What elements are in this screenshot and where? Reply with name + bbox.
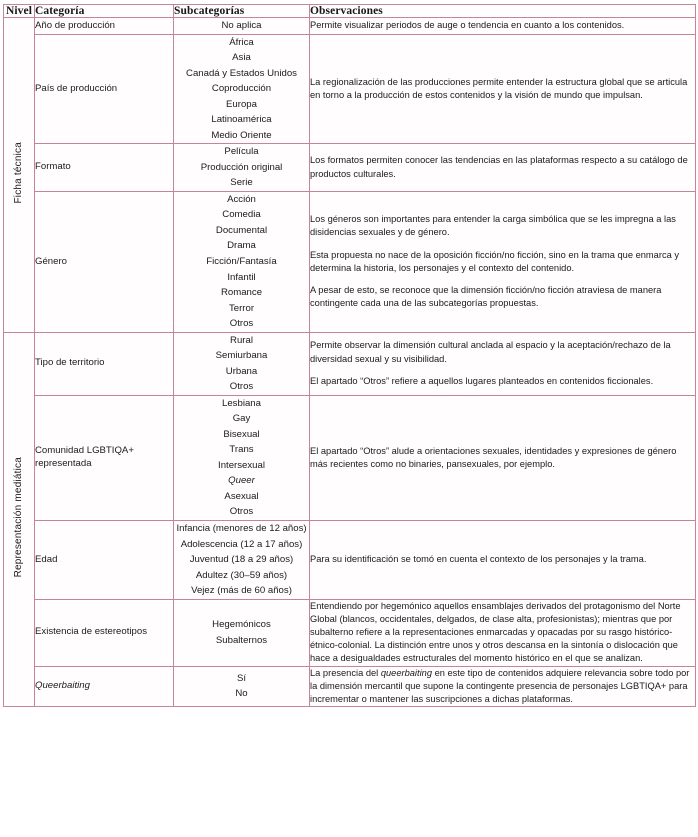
- categoria-label: Existencia de estereotipos: [35, 626, 147, 638]
- column-header-observaciones: Observaciones: [310, 5, 696, 18]
- subcategoria-item: África: [229, 36, 254, 48]
- column-header-categoria: Categoría: [35, 5, 174, 18]
- observacion-paragraph: Para su identificación se tomó en cuenta el contexto de los personajes y la trama.: [310, 554, 647, 565]
- categoria-label: País de producción: [35, 82, 118, 94]
- subcategorias-cell: [174, 666, 310, 707]
- categoria-label: Queerbaiting: [35, 680, 90, 692]
- table-row: [4, 666, 696, 707]
- observacion-paragraph: El apartado “Otros” refiere a aquellos lugares planteados en contenidos ficcionales.: [310, 375, 654, 386]
- subcategoria-item: Medio Oriente: [211, 129, 272, 141]
- subcategorias-cell: [174, 191, 310, 332]
- nivel-label: Ficha técnica: [13, 141, 24, 204]
- categoria-cell: [35, 599, 174, 666]
- subcategoria-item: Canadá y Estados Unidos: [186, 67, 297, 79]
- subcategoria-item: No aplica: [221, 20, 262, 31]
- categoria-cell: [35, 18, 174, 35]
- subcategoria-item: No: [235, 688, 248, 700]
- observacion-paragraph: El apartado “Otros” alude a orientaciones sexuales, identidades y expresiones de género más recientes como no binaries, pansexuales, por ejemplo.: [310, 445, 677, 469]
- observaciones-cell: [310, 599, 696, 666]
- subcategoria-item: Juventud (18 a 29 años): [189, 554, 294, 566]
- subcategoria-item: Coproducción: [211, 83, 272, 95]
- subcategoria-item: Sí: [236, 672, 247, 684]
- subcategoria-item: Asia: [232, 52, 251, 64]
- subcategoria-item: Rural: [230, 334, 253, 346]
- observaciones-cell: [310, 666, 696, 707]
- categoria-cell: [35, 332, 174, 395]
- subcategoria-item: Romance: [220, 287, 263, 299]
- table-row: [4, 18, 696, 35]
- subcategorias-cell: [174, 18, 310, 35]
- observaciones-cell: [310, 332, 696, 395]
- observacion-paragraph: Los géneros son importantes para entender la carga simbólica que se les impregna a las disidencias sexuales y de género.: [310, 214, 676, 238]
- categoria-cell: [35, 191, 174, 332]
- subcategoria-item: Gay: [232, 413, 251, 425]
- observaciones-cell: [310, 395, 696, 520]
- categoria-cell: [35, 34, 174, 144]
- subcategoria-item: Acción: [227, 193, 256, 205]
- subcategoria-item: Semiurbana: [215, 350, 268, 362]
- categoria-label: Formato: [35, 161, 71, 173]
- header-row: [4, 5, 696, 18]
- subcategoria-item: Hegemónicos: [212, 619, 271, 631]
- subcategoria-item: Infantil: [227, 271, 256, 283]
- table-header: [4, 5, 696, 18]
- subcategoria-item: Comedia: [222, 209, 261, 221]
- subcategoria-item: Subalternos: [215, 634, 268, 646]
- subcategoria-item: Drama: [227, 240, 256, 252]
- table-row: [4, 191, 696, 332]
- subcategoria-item: Serie: [230, 177, 253, 189]
- subcategorias-cell: [174, 395, 310, 520]
- subcategoria-item: Vejez (más de 60 años): [191, 585, 292, 597]
- observacion-paragraph: Esta propuesta no nace de la oposición ficción/no ficción, sino en la trama que enmarca y determina la historia, los personajes y el contexto del contenido.: [310, 249, 679, 273]
- subcategorias-cell: [174, 521, 310, 600]
- subcategorias-cell: [174, 34, 310, 144]
- subcategoria-item: Urbana: [225, 365, 258, 377]
- subcategorias-cell: [174, 144, 310, 192]
- observaciones-cell: [310, 144, 696, 192]
- subcategoria-item: Otros: [229, 506, 254, 518]
- subcategoria-item: Latinoamérica: [211, 114, 272, 126]
- categoria-cell: [35, 144, 174, 192]
- subcategoria-item: Adultez (30–59 años): [195, 569, 288, 581]
- observacion-paragraph: La regionalización de las producciones permite entender la estructura global que se articula en torno a la producción de estos contenidos y la visión de mundo que impulsan.: [310, 76, 688, 100]
- observaciones-cell: [310, 18, 696, 35]
- categoria-label: Año de producción: [35, 19, 116, 31]
- column-header-nivel: Nivel: [4, 5, 35, 18]
- observacion-paragraph: Entendiendo por hegemónico aquellos ensamblajes derivados del protagonismo del Norte Global (blancos, occidentales, delgados, de clase alta, profesionistas); mientras que por subalterno refiere a la representaciones enmarcadas y opacadas por su rasgo histórico-étnico-colonial. La distinción entre unos y otros descansa en la sintonía o dislocación que hace a desigualdades estructurales del momento histórico en el que se analizan.: [310, 600, 681, 664]
- subcategoria-item: Europa: [226, 98, 257, 110]
- subcategoria-item: Lesbiana: [222, 397, 261, 409]
- nivel-cell: [4, 332, 35, 707]
- observacion-paragraph: A pesar de esto, se reconoce que la dimensión ficción/no ficción atraviesa de manera contingente cada una de las subcategorías propuestas.: [310, 284, 662, 309]
- column-header-subcategorias: Subcategorías: [174, 5, 310, 18]
- subcategoria-item: Documental: [215, 224, 268, 236]
- subcategoria-item: Intersexual: [218, 459, 265, 471]
- table-row: [4, 395, 696, 520]
- categoria-label: Género: [35, 255, 67, 267]
- table-body: [4, 18, 696, 707]
- table-row: [4, 521, 696, 600]
- observaciones-cell: [310, 34, 696, 144]
- subcategorias-cell: [174, 599, 310, 666]
- subcategoria-item: Queer: [228, 475, 255, 487]
- categoria-label: Edad: [35, 553, 58, 565]
- subcategoria-item: Trans: [229, 444, 254, 456]
- subcategoria-item: Ficción/Fantasía: [206, 255, 277, 267]
- table-row: [4, 332, 696, 395]
- categoria-cell: [35, 666, 174, 707]
- analysis-matrix-table: [3, 4, 696, 707]
- subcategoria-item: Terror: [228, 302, 255, 314]
- observacion-paragraph: Los formatos permiten conocer las tendencias en las plataformas respecto a su catálogo de productos culturales.: [310, 155, 688, 179]
- observaciones-cell: [310, 521, 696, 600]
- nivel-label: Representación mediática: [13, 456, 24, 578]
- categoria-label: Tipo de territorio: [35, 357, 105, 369]
- observacion-paragraph: Permite visualizar periodos de auge o tendencia en cuanto a los contenidos.: [310, 20, 625, 31]
- subcategoria-item: Otros: [229, 381, 254, 393]
- subcategoria-item: Producción original: [200, 161, 283, 173]
- observacion-paragraph: La presencia del queerbaiting en este tipo de contenidos adquiere relevancia sobre todo por la dimensión mercantil que supone la contingente presencia de personajes LGBTIQA+ para incrementar o mantener las suscripciones a dichas plataformas.: [310, 667, 690, 704]
- observacion-paragraph: Permite observar la dimensión cultural anclada al espacio y la aceptación/rechazo de la diversidad sexual y su visibilidad.: [310, 340, 671, 364]
- subcategoria-item: Infancia (menores de 12 años): [176, 523, 307, 534]
- subcategoria-item: Bisexual: [223, 428, 260, 440]
- subcategoria-item: Adolescencia (12 a 17 años): [180, 538, 303, 550]
- categoria-cell: [35, 521, 174, 600]
- categoria-label: Comunidad LGBTIQA+ representada: [35, 445, 134, 469]
- nivel-cell: [4, 18, 35, 333]
- observaciones-cell: [310, 191, 696, 332]
- table-row: [4, 144, 696, 192]
- table-row: [4, 599, 696, 666]
- categoria-cell: [35, 395, 174, 520]
- subcategorias-cell: [174, 332, 310, 395]
- subcategoria-item: Película: [224, 146, 259, 158]
- subcategoria-item: Otros: [229, 318, 254, 330]
- table-row: [4, 34, 696, 144]
- subcategoria-item: Asexual: [224, 490, 259, 502]
